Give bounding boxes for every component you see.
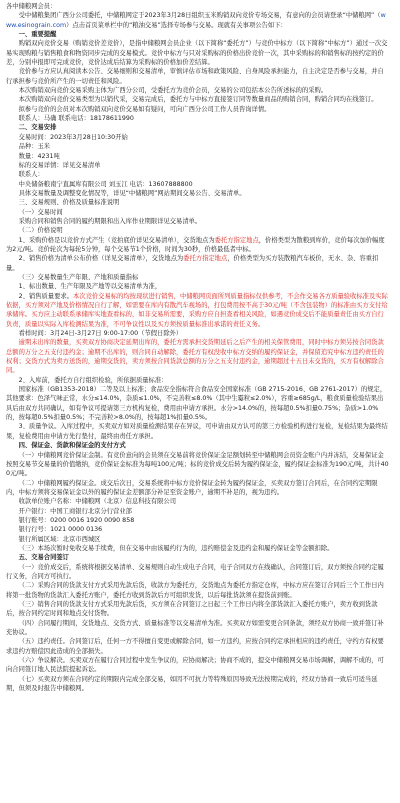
document-paragraph — [6, 525, 389, 534]
text-segment: 四、保证金、货款和保证金的支付方式 — [18, 442, 126, 450]
text-segment: 具体交易数量及调整变化情况等，详见“中储粮网”网站期间交易公告、交易清单。 — [18, 189, 246, 197]
document-paragraph — [6, 563, 389, 582]
section-heading — [6, 441, 389, 450]
text-segment: 标的交易详情：详见交易清单 — [18, 161, 101, 169]
section-heading — [6, 123, 389, 132]
text-segment: 采购合同和销售合同的履约期限和出入库作业期限详见交易清单。 — [18, 217, 202, 225]
document-paragraph — [6, 67, 389, 86]
document-paragraph — [6, 675, 389, 694]
text-segment: 国家标准（GB1353-2018）二等及以上标准；食品安全指标符合食品安全国家标准（GB 2715-2016、GB 2761-2017）的规定，其他要求：色泽气味正常，水分≤14.0%，杂质≤1.0%，不完善粒≤8.0%（其中生霉粒≤2.0%），容重≥685g/L，粮食质量检验结果出具后由双方共同确认，如有争议可提请第三方机构复检，费用由申请方承担。水分>14.0%的，按每超0.5%扣量0.75%；杂质>1.0%的，按每超0.5%扣量0.5%；不完善粒>8.0%的，按每超1%扣量0.5%。 — [6, 386, 387, 422]
text-segment: （二）中储粮网履约保证金。成交后次日，交易系统将中标方竞价保证金转为履约保证金，买卖双方签订合同后，在合同约定期限内，中标方须将交易保证金以外的履约保证金差额部分补足至资金账户，逾期不补足的，视为违约。 — [6, 479, 378, 496]
text-segment: （三）本场次暂时免收交易手续费，但在交易中由该履约行为的，违约赔偿金及违约金和履约保证金等金额扣除。 — [18, 544, 334, 552]
text-segment: （二）价格说明 — [18, 227, 63, 235]
section-heading — [6, 30, 389, 39]
document-paragraph — [6, 11, 389, 30]
text-segment: 中央储备粮南宁直属库有限公司 刘玉江 电话：13607888800 — [18, 180, 193, 188]
text-segment: 数量：4231吨 — [18, 152, 60, 160]
document-paragraph — [6, 254, 389, 273]
document-paragraph — [6, 236, 389, 255]
highlighted-text: 本次竞价交易标的均按现状进行销售，中储粮网页面所列质量指标仅供参考，不会作交易各方质量验收标准及实际依据，买方须对产地及价格情况自行了解，如需要在库内有散汽车视场的，打包费用按不高于30元/吨（不含包装物）的标准由买方支付给承储库。买方应主动联系承储库实地查看标的，如非交易所需要，采购方应自担查看相关风险，如遇竞价成交后不能质量责任由买方自行负责，质量以实际入库检测结果为准，不可争议性以及买方须按质量标准出承诺的责任义务。 — [6, 292, 388, 328]
document-paragraph — [6, 497, 389, 506]
document-paragraph — [6, 600, 389, 619]
document-paragraph — [6, 544, 389, 553]
document-paragraph — [6, 133, 389, 142]
text-segment: 竞价参与方应认真阅读本公告、交易细则和交易清单，审慎评估市场和政策风险、自身风险承担能力，自主决定是否参与交易，并自行承担参与竞价所产生的一切责任和风险。 — [6, 68, 384, 85]
document-paragraph — [6, 292, 389, 329]
document-paragraph — [6, 217, 389, 226]
text-segment: 三、交易规则、价格及质量标准说明 — [18, 199, 120, 207]
text-segment: 银行账号：0200 0016 1920 0090 858 — [18, 516, 135, 524]
document-paragraph — [6, 507, 389, 516]
highlighted-text: 委托方指定地点 — [214, 236, 259, 244]
document-paragraph — [6, 581, 389, 600]
text-segment: 拟参与竞价的会员对本次购销双向竞价交易如有疑问，可向广西分公司工作人员咨询详情。 — [18, 105, 271, 113]
text-segment: 本次购销双向竞价交易类型为以销代采，交易完成后，委托方与中标方直接签订同等数量商品的购销合同，购销合同均在线签订。 — [18, 96, 378, 104]
website-link[interactable]: www.esinograin.com — [6, 12, 386, 29]
document-paragraph — [6, 619, 389, 638]
text-segment: （四）合同履行期间，交货地点、交货方式、质量标准等以交易清单为准。买卖双方如需变更合同条款，须经双方协商一致并签订补充协议。 — [6, 619, 384, 637]
text-segment: （六）争议解决。买卖双方在履行合同过程中发生争议的，应协商解决；协商不成的，提交中储粮网交易市场调解，调解不成的，可向合同签订地人民法院提起诉讼。 — [6, 657, 384, 674]
text-segment: 本次购销双向竞价交易采购主体为广西分公司，受委托方为竞价会员，交易的公司包括本公告所述标的的采购。 — [18, 87, 328, 95]
document-paragraph — [6, 189, 389, 198]
document-paragraph — [6, 86, 389, 95]
text-segment: 各中储粮网会员： — [6, 3, 57, 10]
document-paragraph — [6, 198, 389, 207]
text-segment: 交易时间：2023年3月28日10:30开始 — [18, 133, 128, 141]
document-paragraph — [6, 226, 389, 235]
document-paragraph — [6, 338, 389, 375]
text-segment: （七）买卖双方须在合同约定的期限内完成全部交易，如因不可抗力等特殊原因导致无法按期完成的，经双方协商一致后可适当延期，但须及时报告中储粮网。 — [6, 675, 378, 693]
document-paragraph — [6, 180, 389, 189]
text-segment: （三）销售合同的货款支付方式采用先款后货，买方须在合同签订之日起三个工作日内将全部货款汇入委托方账户，卖方收到货款后，按合同约定时间和地点交付货物。 — [6, 601, 378, 618]
document-paragraph — [6, 385, 389, 422]
text-segment: 看样时间：3月24日-3月27日 9:00-17:00（节假日除外） — [18, 330, 183, 338]
text-segment: 2、销售质量要求。 — [18, 292, 73, 300]
document-paragraph — [6, 273, 389, 282]
document-paragraph — [6, 161, 389, 170]
document-paragraph — [6, 152, 389, 161]
text-segment: （一）交易时间 — [18, 208, 63, 216]
document-paragraph — [6, 208, 389, 217]
text-segment: 1、采购价格是以竞价方式产生（竞拍底价详见交易清单），交货地点为 — [18, 236, 215, 244]
text-segment: 品种：玉米 — [18, 143, 51, 151]
text-segment: 联系人：马确 联系电话：18178611990 — [18, 115, 134, 123]
document-paragraph — [6, 637, 389, 656]
document-paragraph — [6, 535, 389, 544]
text-segment: （二）采购合同的货款支付方式采用先款后货，收款方为委托方，交货地点为委托方指定仓库，中标方应在签订合同后三个工作日内将第一批货物的货款汇入委托方账户，委托方收到货款后方可组织发货，以后每批货款须在提货前到账。 — [6, 582, 384, 599]
document-paragraph — [6, 656, 389, 675]
text-segment: 1、标出数量、生产年限及产地等以交易清单为准， — [18, 283, 162, 291]
text-segment: 银行所属区域：北京市西城区 — [18, 535, 101, 543]
document-paragraph — [6, 142, 389, 151]
text-segment: ）点击首页菜单栏中的“粮油交易”选择专场参与交易。现就有关事项公告如下： — [66, 21, 287, 29]
text-segment: 银行行号：1021 0000 0136 — [18, 526, 103, 534]
document-paragraph — [6, 2, 389, 11]
text-segment: 受中储粮集团广西分公司委托，中储粮网定于2023年3月28日组织玉米购销双向竞价专场交易，有意向的会员请登录“中储粮网”（ — [18, 12, 381, 20]
text-segment: 2、销售价格为清单公布价格（详见交易清单），交货地点为 — [18, 255, 184, 263]
document-paragraph — [6, 422, 389, 441]
text-segment: ，价格类型为散粮到库价，竞价每次加价幅度为2元/吨。竞价轮次为每轮5分钟，每个交易节1个价格，时间为30秒，价格最低者中标。 — [6, 236, 385, 253]
text-segment: 2、入库前，委托方自行组织检验，所依据质量标准： — [18, 376, 168, 384]
text-segment: 五、交易合同签订 — [18, 554, 69, 562]
document-paragraph — [6, 516, 389, 525]
text-segment: （三）交易数量生产年限、产地和质量指标 — [18, 273, 139, 281]
document-paragraph — [6, 329, 389, 338]
text-segment: 一、重要提醒 — [18, 31, 57, 39]
document-paragraph — [6, 170, 389, 179]
document-paragraph — [6, 114, 389, 123]
text-segment: 购销双向竞价交易（购销竞价差竞价），是指中储粮网会员企业（以下简称“委托方”）与竞价中标方（以下简称“中标方”）通过一次交易实现购粮与销售粮食和物资同步完成的交易模式。竞价中标方与只对采购标的价格出价竞价一次，其中采购标的和销售标的按约定的价差，分别申报即可完成竞价，竞价达成后结算为采购标的价格加价差结算。 — [6, 40, 388, 67]
text-segment: （一）中储粮网竞价保证金制。有竞价意向的会员须在交易前将竞价保证金足额划转至中储粮网会员资金账户内并冻结，交易保证金按照交易节交易量的价值缴纳，竞价保证金标准为每吨100元/吨；标的竞价成交后转为履约保证金，履约保证金标准为190元/吨，共计400元/吨。 — [6, 451, 389, 478]
highlighted-text: 逾期未出库的数量，买卖双方协商决定延期出库的，委托方需承担交货期延后之后产生的相关保管费用，同时中标方须另按合同货款总额的万分之五支付违约金；逾期不出库的，则合同自动解除，委托方有权没收中标方交纳的履约保证金，并保留追究中标方违约责任的权利；交货方式为卖方送货的，逾期交货的，卖方须按合同货款总额的万分之五支付违约金，逾期超过十五日未交货的，买方有权解除合同。 — [6, 339, 384, 375]
text-segment: 开户银行：中国工商银行北京分行营业部 — [18, 507, 132, 515]
text-segment: 3、质量争议。入库过程中，买卖双方如对质量检测结果存在异议，可申请由双方认可的第三方检验机构进行复检，复检结果为最终结果，复检费用由申请方先行垫付，最终由责任方承担。 — [6, 423, 388, 440]
document-paragraph — [6, 39, 389, 67]
text-segment: ，价格类型为买方装散粮汽车板价，无水、杂、容重扣量。 — [6, 255, 379, 272]
document-paragraph — [6, 451, 389, 479]
document-paragraph — [6, 376, 389, 385]
document-paragraph — [6, 95, 389, 104]
highlighted-text: 委托方指定地点 — [183, 255, 228, 263]
text-segment: 联系人： — [18, 171, 44, 179]
text-segment: 收款单位账户名称：中储粮网（北京）信息科技有限公司 — [18, 498, 177, 506]
text-segment: （五）违约责任。合同签订后，任何一方不得擅自变更或解除合同，如一方违约，应按合同约定承担相应的违约责任，守约方有权要求违约方赔偿因此造成的全部损失。 — [6, 638, 384, 655]
text-segment: （一）竞价成交后，系统将根据交易清单、交易规则自动生成电子合同，电子合同双方在线确认，合同签订后，双方须按合同约定履行义务，合同方可执行。 — [6, 563, 384, 580]
text-segment: 二、交易安排 — [18, 124, 57, 132]
section-heading — [6, 553, 389, 562]
document-paragraph — [6, 479, 389, 498]
document-paragraph — [6, 282, 389, 291]
document-paragraph — [6, 105, 389, 114]
